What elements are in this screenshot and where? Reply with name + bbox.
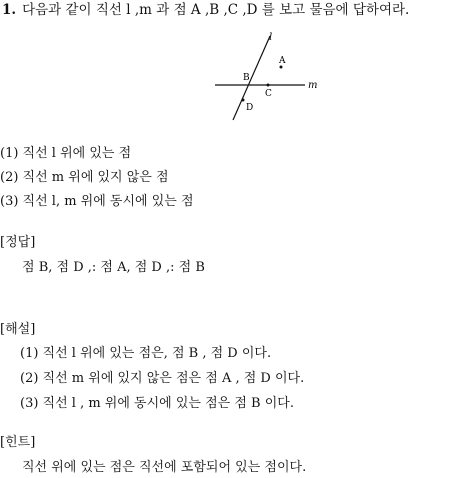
- point-d-dot: [242, 99, 245, 102]
- answer-text: 점 B, 점 D ,: 점 A, 점 D ,: 점 B: [22, 260, 205, 275]
- geometry-figure: [205, 28, 325, 123]
- question: [2, 2, 409, 18]
- label-a: A: [279, 56, 286, 66]
- hint-text: 직선 위에 있는 점은 직선에 포함되어 있는 점이다.: [22, 460, 307, 475]
- explanation-line-1: (1) 직선 l 위에 있는 점은, 점 B , 점 D 이다.: [20, 346, 272, 361]
- explanation-line-3: (3) 직선 l , m 위에 동시에 있는 점은 점 B 이다.: [20, 396, 294, 411]
- subquestion-2: (2) 직선 m 위에 있지 않은 점: [0, 170, 169, 185]
- point-c-dot: [267, 84, 270, 87]
- question-number: 1.: [2, 2, 17, 18]
- subquestion-1: (1) 직선 l 위에 있는 점: [0, 146, 132, 161]
- label-b: B: [243, 73, 250, 83]
- explanation-header: [해설]: [0, 322, 36, 337]
- label-l: l: [269, 32, 273, 43]
- label-m: m: [308, 80, 318, 91]
- subquestion-3: (3) 직선 l, m 위에 동시에 있는 점: [0, 194, 194, 209]
- label-d: D: [246, 103, 254, 113]
- explanation-line-2: (2) 직선 m 위에 있지 않은 점은 점 A , 점 D 이다.: [20, 371, 305, 386]
- hint-header: [힌트]: [0, 435, 36, 450]
- answer-header: [정답]: [0, 235, 36, 250]
- question-text: 다음과 같이 직선 l ,m 과 점 A ,B ,C ,D 를 보고 물음에 답하여라.: [22, 2, 410, 18]
- label-c: C: [265, 89, 272, 99]
